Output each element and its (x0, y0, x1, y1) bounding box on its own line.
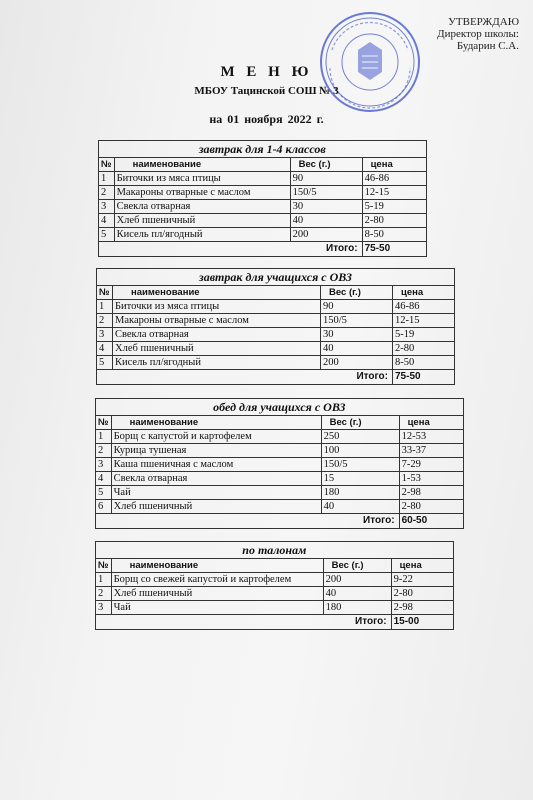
total-label: Итого: (96, 514, 400, 529)
table-header (97, 286, 455, 300)
total-value: 60-50 (399, 514, 463, 529)
table-row (96, 573, 454, 587)
col-weight-header: Вес (г.) (290, 158, 362, 172)
dish-weight: 100 (321, 444, 399, 458)
dish-name: Курица тушеная (111, 444, 321, 458)
dish-price: 7-29 (399, 458, 463, 472)
dish-price: 5-19 (362, 200, 426, 214)
dish-name: Биточки из мяса птицы (114, 172, 290, 186)
dish-name: Биточки из мяса птицы (113, 300, 321, 314)
dish-weight: 40 (321, 500, 399, 514)
dish-name: Хлеб пшеничный (113, 342, 321, 356)
table-row (97, 314, 455, 328)
dish-name: Кисель пл/ягодный (114, 228, 290, 242)
total-label: Итого: (96, 615, 392, 630)
dish-weight: 40 (321, 342, 393, 356)
dish-name: Борщ с капустой и картофелем (111, 430, 321, 444)
table-row (96, 472, 464, 486)
dish-name: Борщ со свежей капустой и картофелем (111, 573, 323, 587)
dish-price: 2-98 (391, 601, 453, 615)
dish-weight: 40 (290, 214, 362, 228)
dish-name: Чай (111, 486, 321, 500)
official-stamp (318, 10, 422, 114)
table-row (99, 172, 427, 186)
dish-weight: 200 (290, 228, 362, 242)
menu-table (98, 140, 427, 257)
dish-price: 1-53 (399, 472, 463, 486)
menu-date: на 01 ноября 2022 г. (209, 112, 324, 126)
dish-price: 12-53 (399, 430, 463, 444)
table-row (96, 601, 454, 615)
col-num-header: № (96, 416, 112, 430)
col-weight-header: Вес (г.) (323, 559, 391, 573)
total-label: Итого: (97, 370, 393, 385)
total-value: 75-50 (393, 370, 455, 385)
dish-weight: 250 (321, 430, 399, 444)
col-num-header: № (96, 559, 112, 573)
dish-weight: 15 (321, 472, 399, 486)
menu-section (95, 541, 454, 630)
dish-name: Свекла отварная (111, 472, 321, 486)
col-price-header: цена (393, 286, 455, 300)
row-number: 2 (97, 314, 113, 328)
row-number: 5 (96, 486, 112, 500)
dish-weight: 200 (321, 356, 393, 370)
dish-name: Хлеб пшеничный (114, 214, 290, 228)
table-header (96, 559, 454, 573)
row-number: 1 (97, 300, 113, 314)
row-number: 1 (96, 573, 112, 587)
page-title: М Е Н Ю (220, 64, 313, 80)
dish-name: Свекла отварная (114, 200, 290, 214)
dish-price: 2-80 (393, 342, 455, 356)
dish-weight: 30 (321, 328, 393, 342)
dish-weight: 200 (323, 573, 391, 587)
dish-name: Кисель пл/ягодный (113, 356, 321, 370)
dish-weight: 150/5 (321, 314, 393, 328)
approval-title: УТВЕРЖДАЮ (448, 16, 519, 28)
section-caption: завтрак для учащихся с ОВЗ (97, 269, 455, 286)
dish-price: 2-80 (362, 214, 426, 228)
dish-price: 2-80 (391, 587, 453, 601)
dish-weight: 180 (321, 486, 399, 500)
table-row (96, 500, 464, 514)
section-caption: завтрак для 1-4 классов (99, 141, 427, 158)
dish-name: Свекла отварная (113, 328, 321, 342)
table-row (96, 458, 464, 472)
total-value: 15-00 (391, 615, 453, 630)
row-number: 6 (96, 500, 112, 514)
row-number: 4 (99, 214, 115, 228)
menu-section (98, 140, 427, 257)
table-row (97, 328, 455, 342)
table-row (96, 430, 464, 444)
dish-price: 9-22 (391, 573, 453, 587)
menu-table (95, 541, 454, 630)
dish-price: 2-98 (399, 486, 463, 500)
dish-weight: 150/5 (321, 458, 399, 472)
dish-weight: 90 (321, 300, 393, 314)
row-number: 3 (97, 328, 113, 342)
dish-price: 46-86 (362, 172, 426, 186)
dish-price: 33-37 (399, 444, 463, 458)
table-row (99, 214, 427, 228)
dish-name: Макароны отварные с маслом (114, 186, 290, 200)
row-number: 3 (99, 200, 115, 214)
table-row (97, 342, 455, 356)
dish-name: Каша пшеничная с маслом (111, 458, 321, 472)
col-name-header: наименование (113, 286, 321, 300)
row-number: 4 (96, 472, 112, 486)
col-num-header: № (99, 158, 115, 172)
row-number: 1 (96, 430, 112, 444)
dish-name: Макароны отварные с маслом (113, 314, 321, 328)
dish-weight: 30 (290, 200, 362, 214)
row-number: 1 (99, 172, 115, 186)
menu-table (96, 268, 455, 385)
approval-position: Директор школы: (437, 28, 519, 40)
row-number: 3 (96, 458, 112, 472)
col-price-header: цена (399, 416, 463, 430)
dish-price: 8-50 (362, 228, 426, 242)
row-number: 2 (96, 587, 112, 601)
approval-block (437, 16, 519, 52)
row-number: 2 (96, 444, 112, 458)
dish-name: Хлеб пшеничный (111, 500, 321, 514)
table-row (96, 486, 464, 500)
dish-price: 12-15 (362, 186, 426, 200)
dish-price: 8-50 (393, 356, 455, 370)
table-row (97, 356, 455, 370)
table-header (96, 416, 464, 430)
school-name: МБОУ Тацинской СОШ № 3 (194, 85, 339, 97)
row-number: 4 (97, 342, 113, 356)
table-row (96, 444, 464, 458)
dish-price: 2-80 (399, 500, 463, 514)
dish-name: Хлеб пшеничный (111, 587, 323, 601)
dish-price: 12-15 (393, 314, 455, 328)
col-name-header: наименование (114, 158, 290, 172)
menu-table (95, 398, 464, 529)
dish-price: 46-86 (393, 300, 455, 314)
dish-weight: 180 (323, 601, 391, 615)
table-row (99, 186, 427, 200)
menu-section (95, 398, 464, 529)
section-caption: обед для учащихся с ОВЗ (96, 399, 464, 416)
col-num-header: № (97, 286, 113, 300)
table-row (97, 300, 455, 314)
dish-name: Чай (111, 601, 323, 615)
col-price-header: цена (391, 559, 453, 573)
col-name-header: наименование (111, 559, 323, 573)
table-row (96, 587, 454, 601)
col-weight-header: Вес (г.) (321, 416, 399, 430)
col-weight-header: Вес (г.) (321, 286, 393, 300)
menu-section (96, 268, 455, 385)
col-name-header: наименование (111, 416, 321, 430)
row-number: 2 (99, 186, 115, 200)
total-value: 75-50 (362, 242, 426, 257)
approval-signer: Бударин С.А. (456, 40, 519, 52)
total-label: Итого: (99, 242, 363, 257)
dish-weight: 150/5 (290, 186, 362, 200)
table-header (99, 158, 427, 172)
dish-price: 5-19 (393, 328, 455, 342)
dish-weight: 40 (323, 587, 391, 601)
table-row (99, 200, 427, 214)
dish-weight: 90 (290, 172, 362, 186)
section-caption: по талонам (96, 542, 454, 559)
row-number: 5 (99, 228, 115, 242)
table-row (99, 228, 427, 242)
col-price-header: цена (362, 158, 426, 172)
row-number: 5 (97, 356, 113, 370)
row-number: 3 (96, 601, 112, 615)
